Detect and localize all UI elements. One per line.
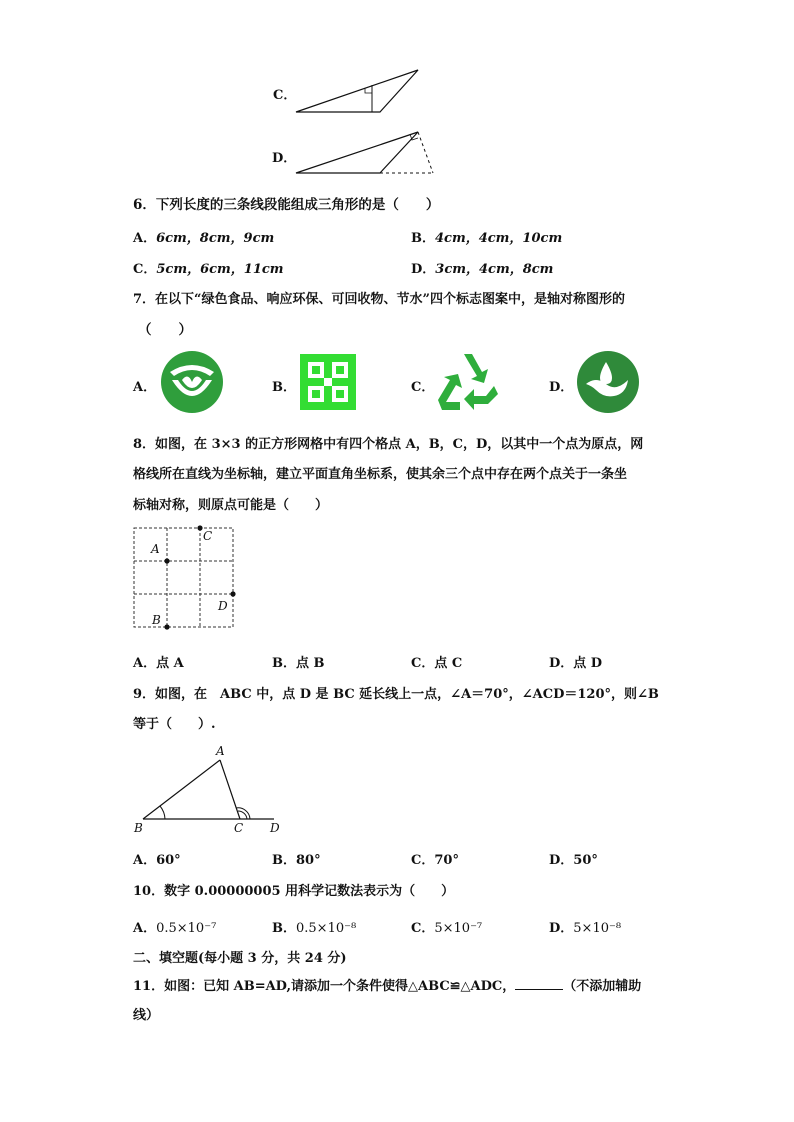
q9-label-c: C <box>234 821 244 835</box>
q9-option-a[interactable] <box>133 849 181 868</box>
q9-option-d[interactable] <box>549 849 598 868</box>
q10-option-d-value: 5×10⁻⁸ <box>573 921 622 936</box>
q8-option-a-value: 点 A <box>156 656 184 671</box>
q11-stem-part1: 11．如图：已知 AB=AD,请添加一个条件使得△ABC≌△ADC， <box>133 979 516 994</box>
q9-option-a-label: A． <box>133 853 157 868</box>
q11-stem-line2: 线） <box>133 1008 160 1023</box>
q8-option-c-label: C． <box>411 656 435 671</box>
q8-option-d-label: D． <box>549 656 574 671</box>
q6-option-c-label: C． <box>133 262 157 277</box>
q9-stem-line2: 等于（ ）. <box>133 717 216 732</box>
q6-option-d-value: 3cm，4cm，8cm <box>435 262 554 277</box>
q9-option-c[interactable] <box>411 849 459 868</box>
q7-option-c-label[interactable]: C． <box>411 380 435 395</box>
q10-option-c-value: 5×10⁻⁷ <box>434 921 483 936</box>
q9-angle-b-arc <box>160 806 165 819</box>
q10-option-a-value: 0.5×10⁻⁷ <box>156 921 217 936</box>
q6-option-b-value: 4cm，4cm，10cm <box>435 231 563 246</box>
q7-option-d-label[interactable]: D． <box>549 380 574 395</box>
q9-side-ac <box>220 760 240 819</box>
q7-stem-line2: （ ） <box>138 322 192 338</box>
q8-option-b-value: 点 B <box>296 656 325 671</box>
q10-option-d-label: D． <box>549 921 574 936</box>
q9-label-b: B <box>134 821 143 835</box>
q6-option-d-label: D． <box>411 262 436 277</box>
q5-option-c-label[interactable]: C． <box>273 88 297 103</box>
q9-option-d-value: 50° <box>573 853 598 868</box>
q9-option-c-label: C． <box>411 853 435 868</box>
section2-heading: 二、填空题(每小题 3 分，共 24 分) <box>133 951 347 966</box>
q10-option-b-value: 0.5×10⁻⁸ <box>296 921 357 936</box>
q8-stem-line1: 8．如图，在 3×3 的正方形网格中有四个格点 A，B，C，D，以其中一个点为原点，网 <box>133 437 644 452</box>
q8-stem-line2: 格线所在直线为坐标轴，建立平面直角坐标系，使其余三个点中存在两个点关于一条坐 <box>133 467 628 482</box>
q8-option-c-value: 点 C <box>434 656 463 671</box>
q8-label-d: D <box>218 599 228 613</box>
q11-stem-part2: （不添加辅助 <box>563 979 642 994</box>
q9-option-c-value: 70° <box>434 853 459 868</box>
q10-stem: 10．数字 0.00000005 用科学记数法表示为（ ） <box>133 884 455 899</box>
q10-option-a[interactable] <box>133 917 216 936</box>
q8-option-d-value: 点 D <box>573 656 603 671</box>
q10-option-b[interactable] <box>272 917 356 936</box>
q9-side-ab <box>143 760 220 819</box>
q7-stem-line1: 7．在以下“绿色食品、响应环保、可回收物、节水”四个标志图案中，是轴对称图形的 <box>133 292 626 307</box>
q11-answer-blank[interactable] <box>515 977 563 990</box>
q10-option-b-label: B． <box>272 921 296 936</box>
q9-label-a: A <box>216 744 225 758</box>
q8-label-a: A <box>151 542 160 556</box>
q8-option-b-label: B． <box>272 656 296 671</box>
q5-option-d-label[interactable]: D． <box>272 151 297 166</box>
q7-option-b-label[interactable]: B． <box>272 380 296 395</box>
q9-option-b-value: 80° <box>296 853 321 868</box>
q6-option-c-value: 5cm，6cm，11cm <box>156 262 284 277</box>
q10-option-c[interactable] <box>411 917 482 936</box>
q6-option-a-label: A． <box>133 231 157 246</box>
q9-option-b-label: B． <box>272 853 296 868</box>
q9-option-d-label: D． <box>549 853 574 868</box>
q8-label-c: C <box>203 529 213 543</box>
q8-option-a-label: A． <box>133 656 157 671</box>
q8-label-b: B <box>152 613 161 627</box>
q11-stem-line1 <box>133 975 641 994</box>
q6-option-a-value: 6cm，8cm，9cm <box>156 231 275 246</box>
q9-stem-line1: 9．如图，在 ABC 中，点 D 是 BC 延长线上一点，∠A＝70°，∠ACD＝120°，则∠B <box>133 687 659 702</box>
q9-label-d: D <box>270 821 280 835</box>
q6-option-b-label: B． <box>411 231 435 246</box>
q10-option-c-label: C． <box>411 921 435 936</box>
q7-option-a-label[interactable]: A． <box>133 380 157 395</box>
q9-option-a-value: 60° <box>156 853 181 868</box>
q10-option-a-label: A． <box>133 921 157 936</box>
q6-stem: 6．下列长度的三条线段能组成三角形的是（ ） <box>133 197 440 213</box>
q10-option-d[interactable] <box>549 917 621 936</box>
q9-option-b[interactable] <box>272 849 321 868</box>
q8-stem-line3: 标轴对称，则原点可能是（ ） <box>133 498 329 513</box>
